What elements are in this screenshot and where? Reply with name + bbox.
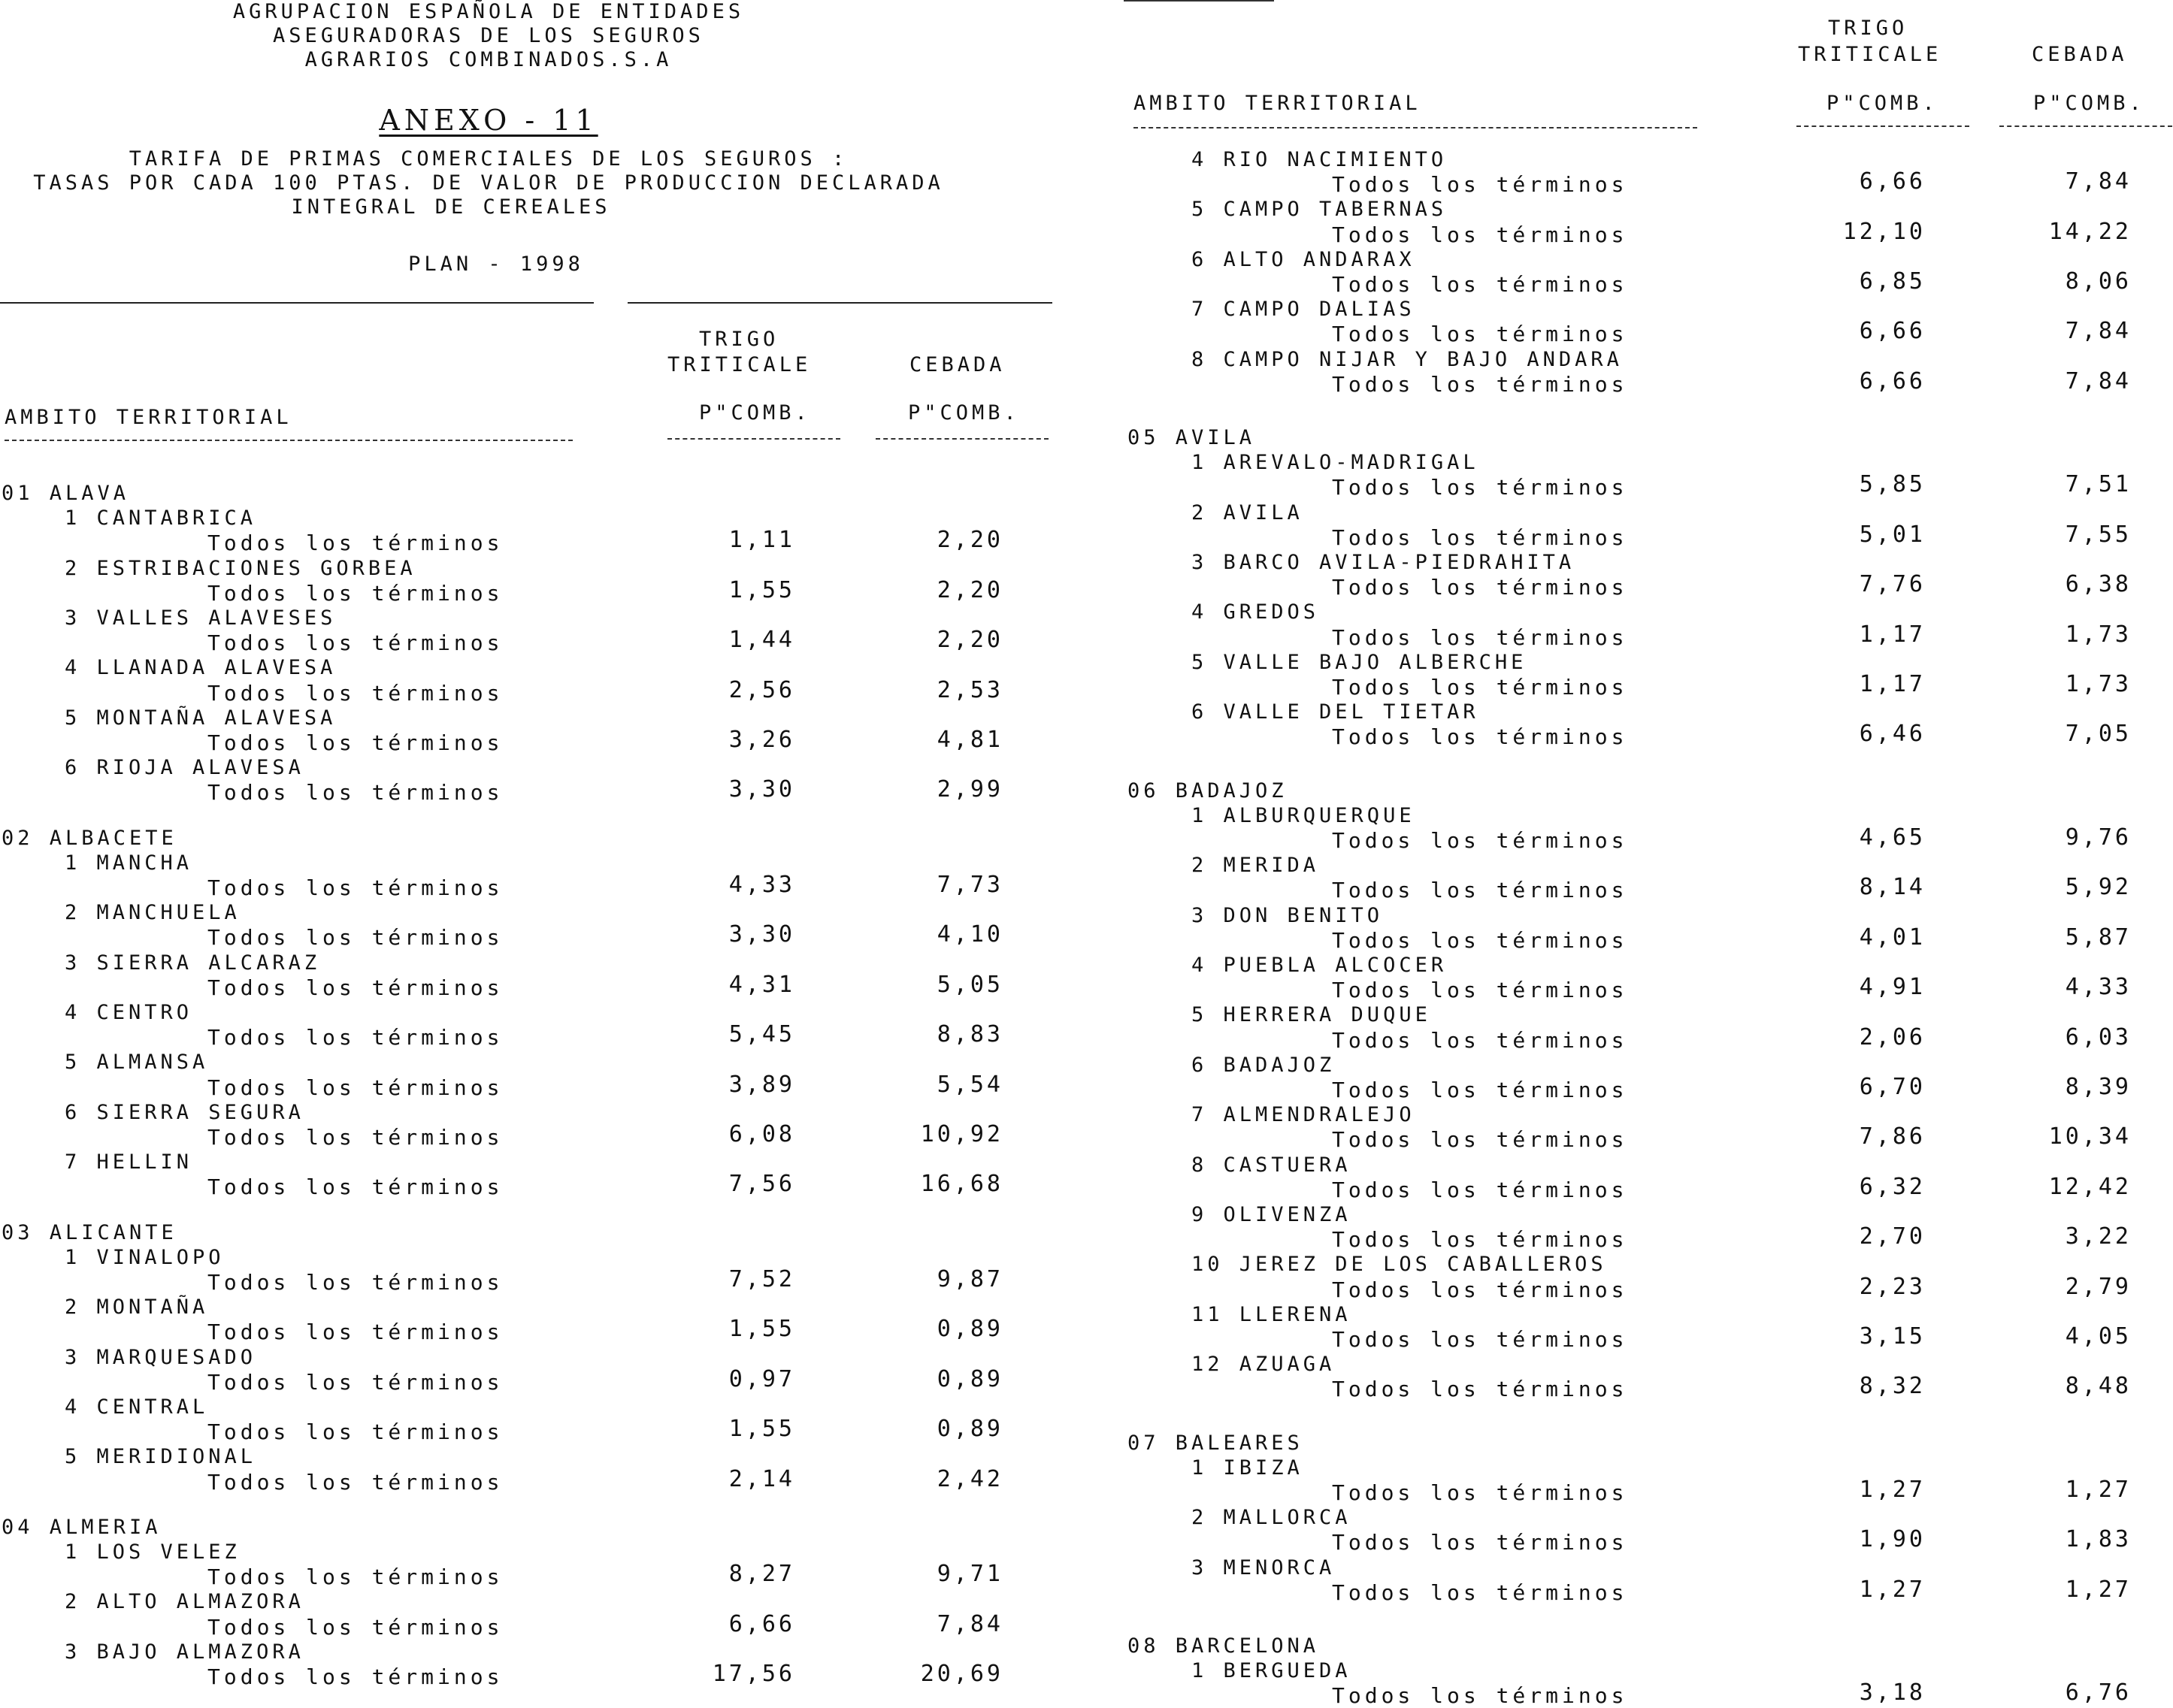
cebada-value: 7,51 xyxy=(2065,471,2132,498)
zone-label: 4 RIO NACIMIENTO xyxy=(1191,148,1448,171)
trigo-triticale-value: 3,18 xyxy=(1859,1679,1926,1706)
trigo-triticale-value: 7,86 xyxy=(1859,1123,1926,1150)
cebada-value: 7,84 xyxy=(2065,318,2132,345)
term-label: Todos los términos xyxy=(1332,1580,1628,1605)
zone-label: 1 ALBURQUERQUE xyxy=(1191,803,1415,827)
left-col1-dashes xyxy=(667,438,840,440)
zone-label: 1 AREVALO-MADRIGAL xyxy=(1191,451,1479,475)
trigo-triticale-value: 4,91 xyxy=(1859,974,1926,1001)
term-label: Todos los términos xyxy=(207,875,504,900)
cebada-value: 4,81 xyxy=(937,727,1003,753)
zone-label: 5 ALMANSA xyxy=(65,1050,209,1075)
term-label: Todos los términos xyxy=(1332,322,1628,347)
zone-label: 2 AVILA xyxy=(1191,500,1303,524)
zone-label: 6 SIERRA SEGURA xyxy=(65,1100,304,1124)
left-col1-sub-header: P"COMB. xyxy=(699,401,811,425)
term-label: Todos los términos xyxy=(207,1174,504,1200)
cebada-value: 7,84 xyxy=(937,1610,1003,1637)
cebada-value: 8,06 xyxy=(2065,268,2132,295)
zone-label: 2 ESTRIBACIONES GORBEA xyxy=(65,556,416,580)
trigo-triticale-value: 6,66 xyxy=(728,1610,795,1637)
province-heading: 04 ALMERIA xyxy=(2,1515,162,1539)
trigo-triticale-value: 7,76 xyxy=(1859,571,1926,598)
cebada-value: 16,68 xyxy=(920,1171,1003,1198)
trigo-triticale-value: 6,85 xyxy=(1859,268,1926,295)
trigo-triticale-value: 5,01 xyxy=(1859,521,1926,548)
zone-label: 8 CAMPO NIJAR Y BAJO ANDARA xyxy=(1191,347,1623,371)
cebada-value: 5,92 xyxy=(2065,874,2132,901)
trigo-triticale-value: 1,55 xyxy=(728,1316,795,1343)
left-header-rule-2 xyxy=(628,302,1052,304)
zone-label: 9 OLIVENZA xyxy=(1191,1203,1351,1226)
trigo-triticale-value: 2,56 xyxy=(728,676,795,703)
trigo-triticale-value: 7,56 xyxy=(728,1171,795,1198)
term-label: Todos los términos xyxy=(1332,222,1628,247)
zone-label: 5 VALLE BAJO ALBERCHE xyxy=(1191,650,1527,674)
term-label: Todos los términos xyxy=(1332,1227,1628,1253)
term-label: Todos los términos xyxy=(207,1025,504,1050)
trigo-triticale-value: 2,06 xyxy=(1859,1023,1926,1050)
zone-label: 3 BAJO ALMAZORA xyxy=(65,1640,304,1664)
zone-label: 6 BADAJOZ xyxy=(1191,1053,1336,1077)
trigo-triticale-value: 6,32 xyxy=(1859,1173,1926,1200)
cebada-value: 2,20 xyxy=(937,527,1003,554)
cebada-value: 1,27 xyxy=(2065,1477,2132,1503)
trigo-triticale-value: 5,45 xyxy=(728,1021,795,1048)
term-label: Todos los términos xyxy=(207,925,504,951)
cebada-value: 1,73 xyxy=(2065,671,2132,697)
term-label: Todos los términos xyxy=(1332,1683,1628,1708)
term-label: Todos los términos xyxy=(207,1369,504,1395)
org-name-line-2: ASEGURADORAS DE LOS SEGUROS xyxy=(273,24,704,47)
zone-label: 2 ALTO ALMAZORA xyxy=(65,1590,304,1614)
trigo-triticale-value: 1,55 xyxy=(728,576,795,603)
zone-label: 10 JEREZ DE LOS CABALLEROS xyxy=(1191,1253,1607,1277)
trigo-triticale-value: 8,14 xyxy=(1859,874,1926,901)
trigo-triticale-value: 4,31 xyxy=(728,971,795,998)
left-ambito-dashes xyxy=(5,440,573,441)
cebada-value: 10,92 xyxy=(920,1121,1003,1147)
right-ambito-dashes xyxy=(1133,127,1697,128)
cebada-value: 9,71 xyxy=(937,1561,1003,1588)
trigo-triticale-value: 3,26 xyxy=(728,727,795,753)
trigo-triticale-value: 5,85 xyxy=(1859,471,1926,498)
term-label: Todos los términos xyxy=(207,1419,504,1445)
left-ambito-header: AMBITO TERRITORIAL xyxy=(5,406,292,429)
cebada-value: 2,53 xyxy=(937,676,1003,703)
cebada-value: 20,69 xyxy=(920,1661,1003,1687)
zone-label: 1 BERGUEDA xyxy=(1191,1659,1351,1683)
trigo-triticale-value: 8,27 xyxy=(728,1561,795,1588)
zone-label: 6 RIOJA ALAVESA xyxy=(65,756,304,780)
term-label: Todos los términos xyxy=(1332,1480,1628,1505)
cebada-value: 5,87 xyxy=(2065,924,2132,951)
zone-label: 2 MALLORCA xyxy=(1191,1506,1351,1530)
trigo-triticale-value: 2,70 xyxy=(1859,1223,1926,1250)
cebada-value: 2,99 xyxy=(937,776,1003,803)
term-label: Todos los términos xyxy=(1332,575,1628,600)
cebada-value: 4,33 xyxy=(2065,974,2132,1001)
subtitle-line-2: TASAS POR CADA 100 PTAS. DE VALOR DE PRODUCCION DECLARADA xyxy=(33,171,944,195)
cebada-value: 10,34 xyxy=(2048,1123,2132,1150)
left-col1-header: TRITICALE xyxy=(667,353,812,376)
province-heading: 01 ALAVA xyxy=(2,482,130,505)
right-col1-sub-header: P"COMB. xyxy=(1826,92,1938,115)
province-heading: 06 BADAJOZ xyxy=(1127,778,1288,803)
zone-label: 1 CANTABRICA xyxy=(65,506,257,531)
left-col2-header: CEBADA xyxy=(909,353,1006,376)
zone-label: 3 MARQUESADO xyxy=(65,1345,257,1369)
trigo-triticale-value: 1,27 xyxy=(1859,1477,1926,1503)
left-header-rule-1 xyxy=(0,302,594,304)
cebada-value: 4,10 xyxy=(937,921,1003,948)
zone-label: 2 MONTAÑA xyxy=(65,1295,209,1320)
zone-label: 12 AZUAGA xyxy=(1191,1353,1336,1377)
cebada-value: 7,84 xyxy=(2065,168,2132,195)
subtitle-line-1: TARIFA DE PRIMAS COMERCIALES DE LOS SEGUROS : xyxy=(129,147,849,171)
cebada-value: 6,76 xyxy=(2065,1679,2132,1706)
term-label: Todos los términos xyxy=(1332,1027,1628,1053)
term-label: Todos los términos xyxy=(207,1320,504,1345)
zone-label: 3 BARCO AVILA-PIEDRAHITA xyxy=(1191,551,1575,574)
term-label: Todos los términos xyxy=(1332,524,1628,550)
zone-label: 3 DON BENITO xyxy=(1191,903,1384,927)
cebada-value: 6,03 xyxy=(2065,1023,2132,1050)
trigo-triticale-value: 1,55 xyxy=(728,1416,795,1443)
zone-label: 5 MONTAÑA ALAVESA xyxy=(65,706,337,730)
term-label: Todos los términos xyxy=(1332,475,1628,500)
org-name-line-1: AGRUPACION ESPAÑOLA DE ENTIDADES xyxy=(232,0,745,23)
term-label: Todos los términos xyxy=(207,1564,504,1590)
zone-label: 1 MANCHA xyxy=(65,851,193,875)
cebada-value: 8,48 xyxy=(2065,1373,2132,1400)
cebada-value: 1,73 xyxy=(2065,621,2132,648)
right-ambito-header: AMBITO TERRITORIAL xyxy=(1133,92,1421,115)
plan-label: PLAN - 1998 xyxy=(408,252,584,276)
zone-label: 6 ALTO ANDARAX xyxy=(1191,247,1415,271)
zone-label: 11 LLERENA xyxy=(1191,1302,1351,1326)
right-col2-sub-header: P"COMB. xyxy=(2033,92,2145,115)
cebada-value: 2,79 xyxy=(2065,1273,2132,1300)
cebada-value: 9,87 xyxy=(937,1266,1003,1292)
cebada-value: 2,20 xyxy=(937,627,1003,654)
cebada-value: 6,38 xyxy=(2065,571,2132,598)
cebada-value: 2,20 xyxy=(937,576,1003,603)
cebada-value: 2,42 xyxy=(937,1465,1003,1492)
annex-title: ANEXO - 11 xyxy=(379,104,598,137)
term-label: Todos los términos xyxy=(1332,1127,1628,1153)
cebada-value: 12,42 xyxy=(2048,1173,2132,1200)
trigo-triticale-value: 1,17 xyxy=(1859,671,1926,697)
term-label: Todos los términos xyxy=(1332,724,1628,750)
term-label: Todos los términos xyxy=(207,580,504,606)
trigo-triticale-value: 1,17 xyxy=(1859,621,1926,648)
term-label: Todos los términos xyxy=(1332,927,1628,953)
term-label: Todos los términos xyxy=(207,975,504,1000)
zone-label: 3 SIERRA ALCARAZ xyxy=(65,951,321,975)
zone-label: 1 VINALOPO xyxy=(65,1245,225,1269)
term-label: Todos los términos xyxy=(207,1614,504,1640)
cebada-value: 0,89 xyxy=(937,1365,1003,1392)
trigo-triticale-value: 3,30 xyxy=(728,776,795,803)
cebada-value: 0,89 xyxy=(937,1316,1003,1343)
trigo-triticale-value: 4,33 xyxy=(728,872,795,898)
subtitle-line-3: INTEGRAL DE CEREALES xyxy=(291,195,611,219)
trigo-triticale-value: 3,15 xyxy=(1859,1323,1926,1350)
cebada-value: 1,83 xyxy=(2065,1526,2132,1553)
trigo-triticale-value: 3,30 xyxy=(728,921,795,948)
province-heading: 02 ALBACETE xyxy=(2,826,177,850)
cebada-value: 7,84 xyxy=(2065,367,2132,395)
trigo-triticale-value: 12,10 xyxy=(1842,218,1926,245)
term-label: Todos los términos xyxy=(1332,624,1628,650)
org-name-line-3: AGRARIOS COMBINADOS.S.A xyxy=(304,48,673,71)
term-label: Todos los términos xyxy=(1332,1377,1628,1402)
zone-label: 4 GREDOS xyxy=(1191,600,1320,624)
term-label: Todos los términos xyxy=(1332,1277,1628,1302)
term-label: Todos los términos xyxy=(207,1469,504,1495)
trigo-triticale-value: 6,70 xyxy=(1859,1074,1926,1100)
trigo-triticale-value: 6,66 xyxy=(1859,318,1926,345)
right-col2-header: CEBADA xyxy=(2032,43,2128,66)
province-heading: 07 BALEARES xyxy=(1127,1431,1303,1455)
trigo-triticale-value: 2,14 xyxy=(728,1465,795,1492)
province-heading: 08 BARCELONA xyxy=(1127,1634,1320,1658)
zone-label: 4 PUEBLA ALCOCER xyxy=(1191,954,1448,977)
term-label: Todos los términos xyxy=(1332,978,1628,1003)
right-col1-top-header: TRIGO xyxy=(1828,17,1908,40)
zone-label: 1 IBIZA xyxy=(1191,1456,1303,1480)
cebada-value: 0,89 xyxy=(937,1416,1003,1443)
zone-label: 5 MERIDIONAL xyxy=(65,1445,257,1469)
zone-label: 3 MENORCA xyxy=(1191,1555,1336,1580)
trigo-triticale-value: 4,65 xyxy=(1859,824,1926,851)
trigo-triticale-value: 6,46 xyxy=(1859,721,1926,748)
term-label: Todos los términos xyxy=(207,1125,504,1150)
term-label: Todos los términos xyxy=(1332,828,1628,853)
term-label: Todos los términos xyxy=(207,730,504,755)
zone-label: 8 CASTUERA xyxy=(1191,1153,1351,1177)
cebada-value: 7,05 xyxy=(2065,721,2132,748)
zone-label: 7 ALMENDRALEJO xyxy=(1191,1103,1415,1127)
zone-label: 7 CAMPO DALIAS xyxy=(1191,298,1415,322)
zone-label: 1 LOS VELEZ xyxy=(65,1540,241,1564)
right-top-stub-rule xyxy=(1124,0,1274,2)
zone-label: 2 MERIDA xyxy=(1191,854,1320,878)
left-col1-top-header: TRIGO xyxy=(699,328,779,351)
trigo-triticale-value: 8,32 xyxy=(1859,1373,1926,1400)
trigo-triticale-value: 4,01 xyxy=(1859,924,1926,951)
trigo-triticale-value: 1,27 xyxy=(1859,1576,1926,1603)
trigo-triticale-value: 3,89 xyxy=(728,1071,795,1098)
cebada-value: 8,39 xyxy=(2065,1074,2132,1100)
left-col2-sub-header: P"COMB. xyxy=(908,401,1020,425)
cebada-value: 3,22 xyxy=(2065,1223,2132,1250)
cebada-value: 1,27 xyxy=(2065,1576,2132,1603)
cebada-value: 14,22 xyxy=(2048,218,2132,245)
zone-label: 4 CENTRAL xyxy=(65,1395,209,1419)
trigo-triticale-value: 0,97 xyxy=(728,1365,795,1392)
cebada-value: 4,05 xyxy=(2065,1323,2132,1350)
trigo-triticale-value: 2,23 xyxy=(1859,1273,1926,1300)
term-label: Todos los términos xyxy=(207,1664,504,1689)
zone-label: 7 HELLIN xyxy=(65,1150,193,1174)
zone-label: 5 CAMPO TABERNAS xyxy=(1191,198,1448,222)
cebada-value: 5,54 xyxy=(937,1071,1003,1098)
zone-label: 3 VALLES ALAVESES xyxy=(65,606,337,630)
term-label: Todos los términos xyxy=(1332,272,1628,297)
term-label: Todos los términos xyxy=(1332,878,1628,903)
zone-label: 6 VALLE DEL TIETAR xyxy=(1191,700,1479,724)
cebada-value: 7,55 xyxy=(2065,521,2132,548)
trigo-triticale-value: 1,44 xyxy=(728,627,795,654)
term-label: Todos los términos xyxy=(207,531,504,556)
cebada-value: 7,73 xyxy=(937,872,1003,898)
term-label: Todos los términos xyxy=(1332,1078,1628,1102)
trigo-triticale-value: 1,11 xyxy=(728,527,795,554)
trigo-triticale-value: 1,90 xyxy=(1859,1526,1926,1553)
term-label: Todos los términos xyxy=(207,680,504,706)
term-label: Todos los términos xyxy=(1332,1530,1628,1555)
left-col2-dashes xyxy=(876,438,1049,440)
province-heading: 03 ALICANTE xyxy=(2,1220,177,1244)
term-label: Todos los términos xyxy=(1332,371,1628,397)
trigo-triticale-value: 6,66 xyxy=(1859,367,1926,395)
trigo-triticale-value: 7,52 xyxy=(728,1266,795,1292)
cebada-value: 8,83 xyxy=(937,1021,1003,1048)
trigo-triticale-value: 6,08 xyxy=(728,1121,795,1147)
term-label: Todos los términos xyxy=(1332,1327,1628,1352)
zone-label: 4 LLANADA ALAVESA xyxy=(65,656,337,680)
trigo-triticale-value: 6,66 xyxy=(1859,168,1926,195)
province-heading: 05 AVILA xyxy=(1127,426,1256,449)
term-label: Todos los términos xyxy=(207,1270,504,1295)
term-label: Todos los términos xyxy=(1332,172,1628,198)
trigo-triticale-value: 17,56 xyxy=(712,1661,795,1687)
term-label: Todos los términos xyxy=(1332,1177,1628,1202)
term-label: Todos los términos xyxy=(207,630,504,656)
cebada-value: 5,05 xyxy=(937,971,1003,998)
right-col1-dashes xyxy=(1796,125,1969,127)
zone-label: 5 HERRERA DUQUE xyxy=(1191,1003,1431,1027)
term-label: Todos los términos xyxy=(1332,675,1628,700)
zone-label: 2 MANCHUELA xyxy=(65,901,241,925)
right-col2-dashes xyxy=(1999,125,2172,127)
right-col1-header: TRITICALE xyxy=(1798,43,1942,66)
zone-label: 4 CENTRO xyxy=(65,1001,193,1024)
term-label: Todos los términos xyxy=(207,780,504,806)
cebada-value: 9,76 xyxy=(2065,824,2132,851)
term-label: Todos los términos xyxy=(207,1075,504,1100)
